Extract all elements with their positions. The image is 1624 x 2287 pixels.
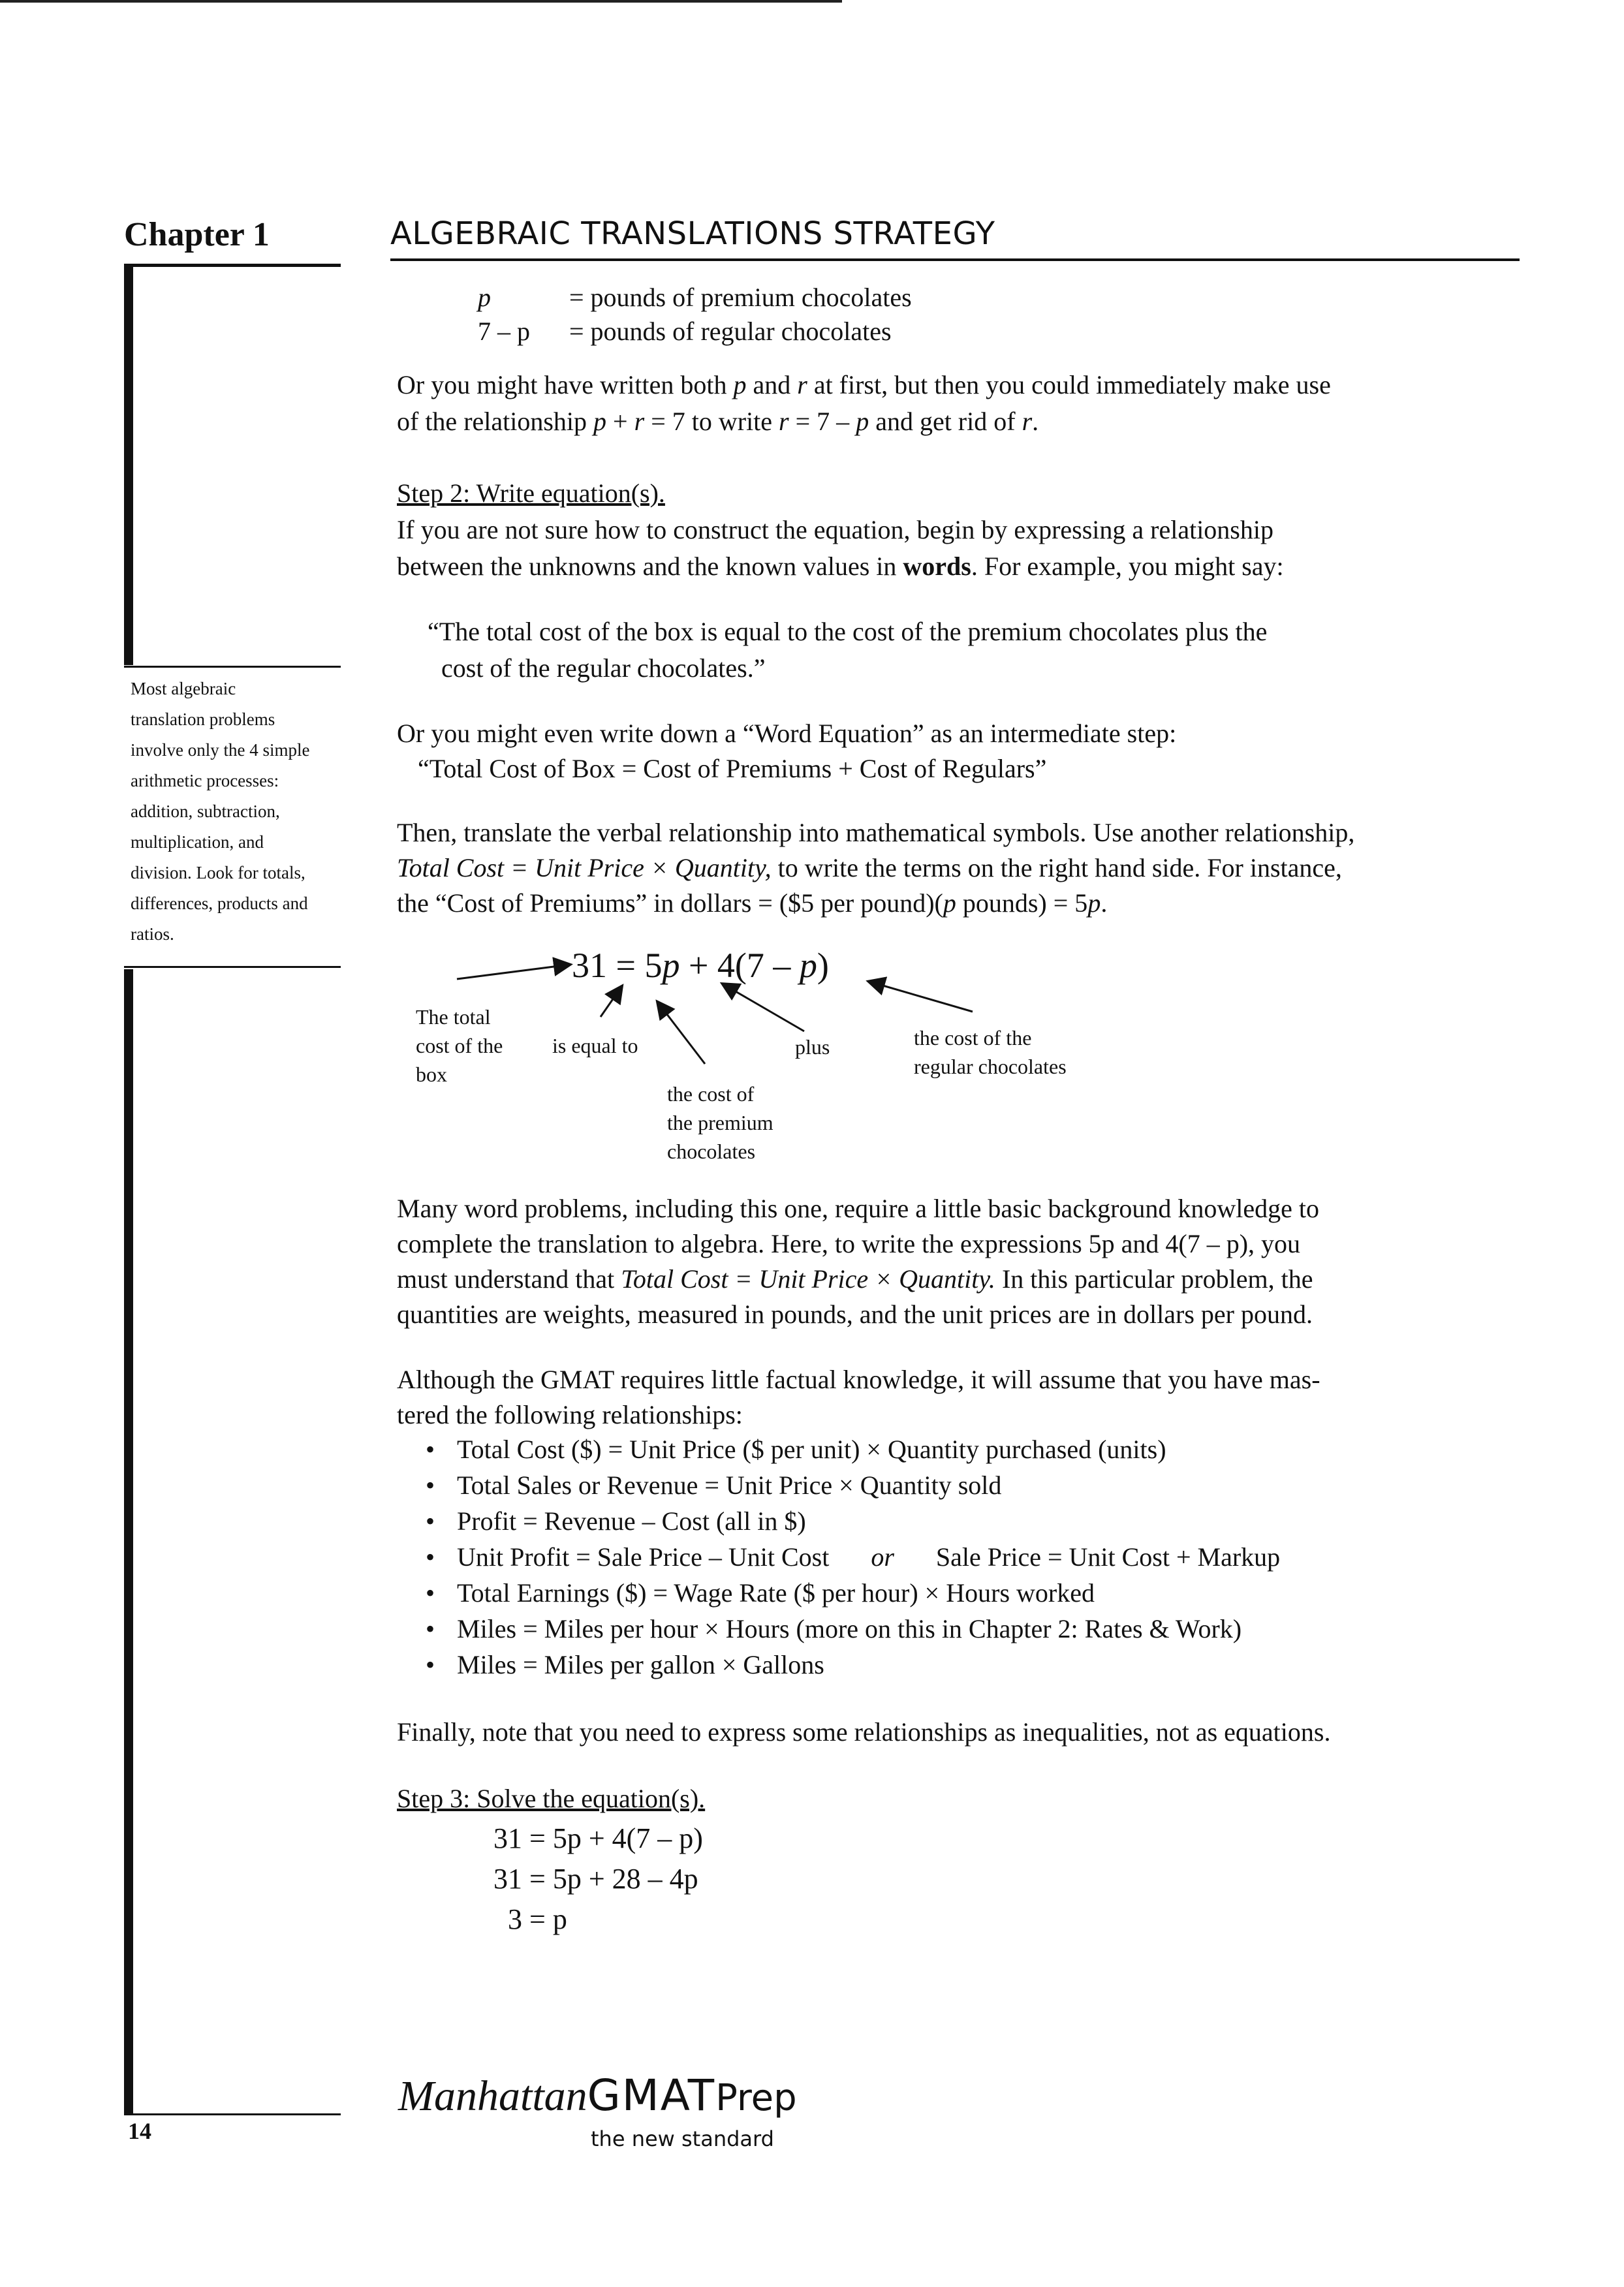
paragraph-line: Finally, note that you need to express some relationships as inequalities, not as equations. xyxy=(397,1717,1331,1747)
paragraph-line: complete the translation to algebra. Here, to write the expressions 5p and 4(7 – p), you xyxy=(397,1229,1301,1258)
top-edge-rule xyxy=(0,0,842,3)
relationship-list xyxy=(426,1431,1281,1683)
brand-tagline: the new standard xyxy=(591,2126,774,2151)
solve-equation: 3 = p xyxy=(508,1903,567,1935)
paragraph-line: of the relationship p + r = 7 to write r = 7 – p and get rid of r. xyxy=(397,407,1039,436)
list-item: • Total Sales or Revenue = Unit Price × Quantity sold xyxy=(426,1470,1002,1500)
list-item: • Miles = Miles per hour × Hours (more on this in Chapter 2: Rates & Work) xyxy=(426,1614,1242,1643)
solve-equation: 31 = 5p + 28 – 4p xyxy=(493,1863,698,1895)
sidebar-line: ratios. xyxy=(131,924,174,944)
paragraph-line: Many word problems, including this one, require a little basic background knowledge to xyxy=(397,1194,1320,1223)
sidebar-line: Most algebraic xyxy=(131,679,236,698)
paragraph-line: Although the GMAT requires little factual knowledge, it will assume that you have mas- xyxy=(397,1365,1320,1394)
label-total-cost: The total cost of the box xyxy=(416,1005,503,1086)
def-var: 7 – p xyxy=(478,317,530,346)
list-item: • Miles = Miles per gallon × Gallons xyxy=(426,1650,824,1679)
list-item: • Profit = Revenue – Cost (all in $) xyxy=(426,1506,806,1536)
brand-logo: ManhattanGMATPrep xyxy=(398,2070,797,2121)
quote-line: cost of the regular chocolates.” xyxy=(441,653,766,683)
word-equation: “Total Cost of Box = Cost of Premiums + Cost of Regulars” xyxy=(418,754,1047,783)
label-is-equal: is equal to xyxy=(552,1034,638,1057)
paragraph-line: Total Cost = Unit Price × Quantity, to write the terms on the right hand side. For instance, xyxy=(397,853,1342,882)
arrow-total xyxy=(457,965,569,979)
arrow-premium xyxy=(658,1003,705,1064)
paragraph-line: If you are not sure how to construct the equation, begin by expressing a relationship xyxy=(397,515,1273,544)
page-number: 14 xyxy=(128,2118,151,2144)
step2-heading: Step 2: Write equation(s). xyxy=(397,478,665,508)
sidebar-line: differences, products and xyxy=(131,894,308,913)
solve-equation: 31 = 5p + 4(7 – p) xyxy=(493,1822,703,1854)
chapter-rule xyxy=(124,264,341,267)
def-desc: = pounds of regular chocolates xyxy=(569,317,892,346)
list-item: • Total Cost ($) = Unit Price ($ per unit) × Quantity purchased (units) xyxy=(426,1435,1166,1464)
def-var: p xyxy=(478,283,491,312)
arrow-equal xyxy=(601,987,621,1017)
footer-rule xyxy=(124,2113,341,2115)
paragraph-line: Or you might even write down a “Word Equation” as an intermediate step: xyxy=(397,719,1177,748)
label-plus: plus xyxy=(795,1035,830,1059)
diagram-equation: 31 = 5p + 4(7 – p) xyxy=(572,946,829,985)
paragraph-line: Or you might have written both p and r at first, but then you could immediately make use xyxy=(397,370,1331,399)
sidebar-line: addition, subtraction, xyxy=(131,801,280,821)
paragraph-line: tered the following relationships: xyxy=(397,1400,743,1429)
paragraph-line: Then, translate the verbal relationship into mathematical symbols. Use another relationship, xyxy=(397,818,1355,847)
list-item: • Total Earnings ($) = Wage Rate ($ per hour) × Hours worked xyxy=(426,1578,1095,1608)
sidebar-line: division. Look for totals, xyxy=(131,863,305,882)
sidebar-line: translation problems xyxy=(131,709,275,729)
step3-heading: Step 3: Solve the equation(s). xyxy=(397,1784,706,1813)
label-regular-cost: the cost of the regular chocolates xyxy=(914,1026,1067,1078)
paragraph-line: must understand that Total Cost = Unit Price × Quantity. In this particular problem, the xyxy=(397,1264,1313,1294)
arrow-plus xyxy=(723,984,804,1031)
list-item: • Unit Profit = Sale Price – Unit Cost or Sale Price = Unit Cost + Markup xyxy=(426,1542,1281,1572)
sidebar-bar-top xyxy=(124,264,133,665)
sidebar-line: involve only the 4 simple xyxy=(131,740,310,760)
chapter-label: Chapter 1 xyxy=(124,216,270,253)
label-premium-cost: the cost of the premium chocolates xyxy=(667,1082,773,1163)
paragraph-line: the “Cost of Premiums” in dollars = ($5 per pound)(p pounds) = 5p. xyxy=(397,888,1108,918)
sidebar-line: multiplication, and xyxy=(131,832,264,852)
title-rule xyxy=(390,258,1520,261)
sidebar-line: arithmetic processes: xyxy=(131,771,279,790)
quote-line: “The total cost of the box is equal to the cost of the premium chocolates plus the xyxy=(428,617,1268,646)
sidebar-rule xyxy=(124,666,341,668)
sidebar-note xyxy=(131,674,346,950)
def-desc: = pounds of premium chocolates xyxy=(569,283,912,312)
sidebar-bar-bottom xyxy=(124,969,133,2115)
paragraph-line: quantities are weights, measured in pounds, and the unit prices are in dollars per pound. xyxy=(397,1299,1313,1329)
arrow-regular xyxy=(869,982,973,1012)
sidebar-rule xyxy=(124,966,341,968)
paragraph-line: between the unknowns and the known values in words. For example, you might say: xyxy=(397,552,1284,581)
page-title: ALGEBRAIC TRANSLATIONS STRATEGY xyxy=(390,215,995,252)
